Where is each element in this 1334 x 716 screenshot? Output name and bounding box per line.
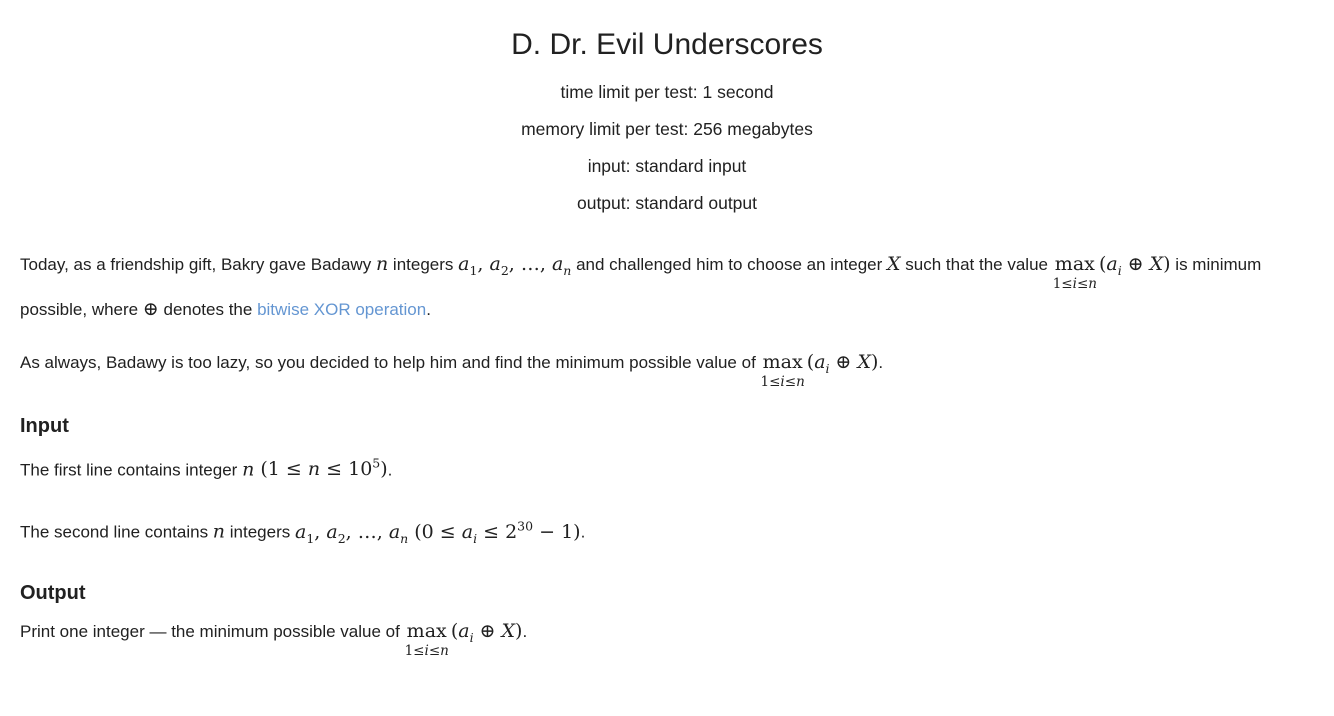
text-segment: Today, as a friendship gift, Bakry gave Badawy [20, 255, 376, 274]
subscript: i [469, 630, 474, 646]
meta-value: standard output [635, 193, 758, 213]
subscript: 2 [337, 530, 346, 546]
right-paren: ) [1163, 253, 1171, 275]
output-heading: Output [20, 582, 86, 605]
max-operator: max [1054, 253, 1095, 275]
text-segment: . [878, 353, 884, 372]
text-segment: . [387, 460, 393, 480]
n-constraint: $(1 \le n \le 10^5)$ [254, 456, 388, 481]
math-var-n: n [212, 520, 226, 543]
a-sequence: $a_1$, $a_2$, …, $a_n$ [294, 520, 409, 546]
statement-paragraph-2 [20, 344, 1314, 389]
input-section [20, 415, 1314, 556]
input-heading: Input [20, 415, 69, 437]
meta-memory-limit [20, 111, 1314, 148]
max-limits: 1≤i≤n [404, 643, 449, 660]
subscript: 1 [469, 262, 478, 278]
max-operator-with-limits [405, 622, 449, 658]
meta-label: output: [576, 193, 631, 213]
input-line-2 [20, 508, 1314, 556]
text-segment: denotes the [158, 300, 258, 319]
text-segment: integers [225, 522, 295, 542]
text-segment: is minimum possible, where [20, 255, 1262, 319]
max-limits: 1≤i≤n [1052, 276, 1097, 292]
output-section [20, 582, 1314, 658]
text-segment: The first line contains integer [20, 460, 243, 480]
meta-label: time limit per test: [560, 82, 698, 102]
subscript: i [473, 530, 478, 546]
max-formula: max 1≤i≤n ($a_i$ ⊕ X) [404, 620, 523, 660]
text-segment: integers [388, 255, 459, 274]
statement-body [20, 246, 1314, 658]
statement-paragraph-1 [20, 246, 1314, 328]
text-segment: and challenged him to choose an integer [571, 255, 888, 274]
text-segment: As always, Badawy is too lazy, so you decided to help him and find the minimum possible value of [20, 353, 761, 372]
math-var-x: X [887, 253, 901, 275]
text-segment: The second line contains [20, 522, 213, 542]
xor-symbol: ⊕ [479, 620, 496, 643]
subscript: n [563, 262, 572, 278]
text-segment: . [426, 300, 431, 319]
meta-value: 256 megabytes [693, 119, 813, 139]
left-paren: ( [1098, 253, 1107, 275]
right-paren: ) [870, 351, 879, 373]
meta-value: 1 second [702, 82, 774, 102]
left-paren: ( [806, 351, 815, 373]
max-operator: max [762, 351, 803, 373]
text-segment: . [580, 522, 586, 542]
bitwise-xor-link[interactable]: bitwise XOR operation [257, 300, 427, 319]
meta-time-limit [20, 74, 1314, 111]
max-limits: 1≤i≤n [760, 374, 805, 390]
max-formula: max 1≤i≤n ($a_i$ ⊕ X) [760, 351, 879, 390]
xor-symbol: ⊕ [835, 351, 852, 373]
subscript: n [400, 530, 409, 546]
output-line-1 [20, 613, 1314, 658]
subscript: i [825, 360, 830, 376]
meta-label: input: [587, 156, 631, 176]
a-constraint: $(0 \le a_i \le 2^{30} - 1)$ [408, 518, 581, 546]
problem-title: D. Dr. Evil Underscores [511, 28, 823, 61]
max-operator-with-limits [1053, 255, 1097, 291]
superscript: 30 [517, 518, 534, 534]
left-paren: ( [450, 620, 459, 643]
text-segment: Print one integer — the minimum possible value of [20, 622, 405, 642]
meta-label: memory limit per test: [521, 119, 689, 139]
math-var-x: X [1149, 253, 1164, 275]
subscript: i [1117, 262, 1122, 278]
max-operator: max [406, 620, 447, 643]
math-var-x: X [501, 620, 516, 643]
a-sequence: $a_1$, $a_2$, …, $a_n$ [458, 253, 572, 278]
ellipsis: , …, [345, 520, 389, 543]
meta-input [20, 148, 1314, 185]
right-paren: ) [515, 620, 523, 643]
max-operator-with-limits [761, 353, 805, 389]
problem-meta [20, 74, 1314, 222]
text-segment: such that the value [900, 255, 1053, 274]
xor-symbol: ⊕ [142, 298, 159, 320]
max-formula: max 1≤i≤n ($a_i$ ⊕ X) [1052, 253, 1171, 292]
input-line-1 [20, 446, 1314, 488]
math-var-n: n [375, 253, 389, 275]
text-segment: . [522, 622, 528, 642]
meta-value: standard input [635, 156, 747, 176]
math-var-n: n [242, 458, 255, 481]
ellipsis: , …, [508, 253, 552, 275]
subscript: 1 [306, 530, 315, 546]
math-var-x: X [857, 351, 871, 373]
meta-output [20, 185, 1314, 222]
superscript: 5 [372, 456, 381, 471]
xor-symbol: ⊕ [1127, 253, 1144, 275]
subscript: 2 [500, 262, 509, 278]
